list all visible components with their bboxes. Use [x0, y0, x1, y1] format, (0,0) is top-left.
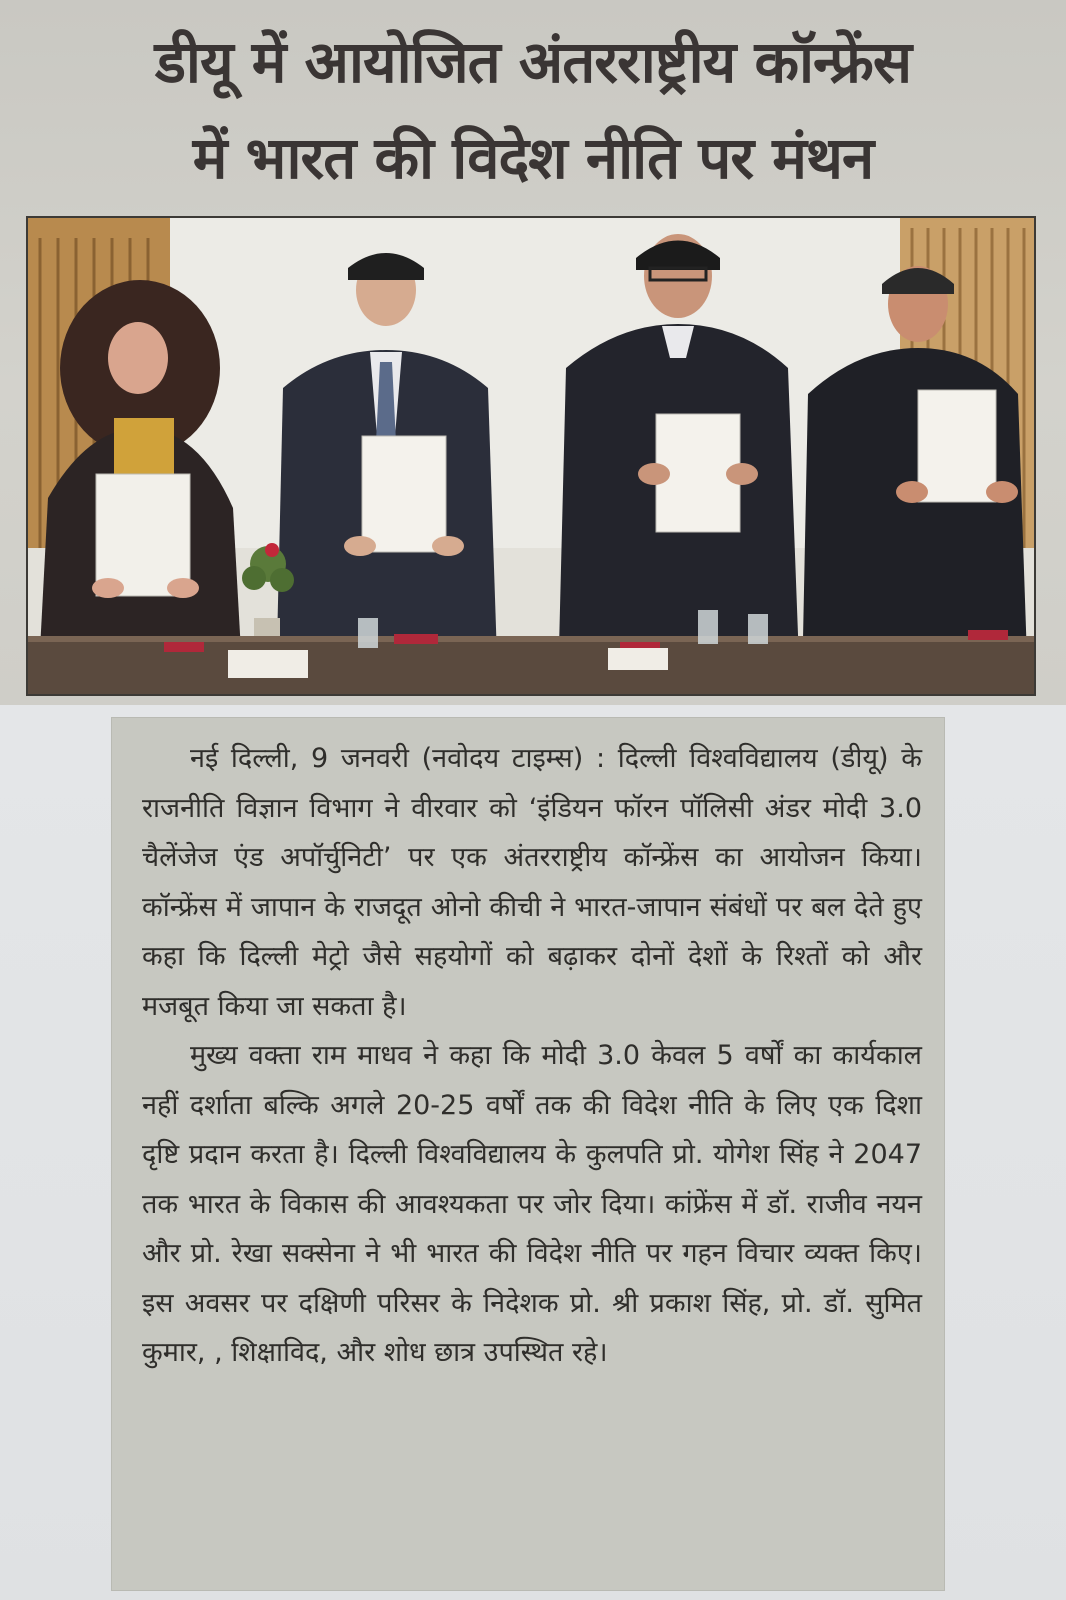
article-paragraph-2: मुख्य वक्ता राम माधव ने कहा कि मोदी 3.0 केवल 5 वर्षों का कार्यकाल नहीं दर्शाता बल्कि अगले 20-25 वर्षों तक की विदेश नीति के लिए एक दिशा दृष्टि प्रदान करता है। दिल्ली विश्वविद्यालय के कुलपति प्रो. योगेश सिंह ने 2047 तक भारत के विकास की आवश्यकता पर जोर दिया। कांफ्रेंस में डॉ. राजीव नयन और प्रो. रेखा सक्सेना ने भी भारत की विदेश नीति पर गहन विचार व्यक्त किए। इस अवसर पर दक्षिणी परिसर के निदेशक प्रो. श्री प्रकाश सिंह, प्रो. डॉ. सुमित कुमार, , शिक्षाविद, और शोध छात्र उपस्थित रहे। — [142, 1040, 922, 1368]
news-photo — [26, 216, 1036, 696]
article-body — [142, 734, 922, 1378]
article-column — [112, 718, 944, 1590]
article-paragraph-1: नई दिल्ली, 9 जनवरी (नवोदय टाइम्स) : दिल्ली विश्वविद्यालय (डीयू) के राजनीति विज्ञान विभाग ने वीरवार को ‘इंडियन फॉरन पॉलिसी अंडर मोदी 3.0 चैलेंजेज एंड अपॉर्चुनिटी’ पर एक अंतरराष्ट्रीय कॉन्फ्रेंस का आयोजन किया। कॉन्फ्रेंस में जापान के राजदूत ओनो कीची ने भारत-जापान संबंधों पर बल देते हुए कहा कि दिल्ली मेट्रो जैसे सहयोगों को बढ़ाकर दोनों देशों के रिश्तों को और मजबूत किया जा सकता है। — [142, 743, 922, 1022]
headline — [0, 14, 1066, 206]
headline-line-2: में भारत की विदेश नीति पर मंथन — [192, 124, 874, 192]
headline-line-1: डीयू में आयोजित अंतरराष्ट्रीय कॉन्फ्रेंस — [154, 28, 912, 96]
person-1 — [38, 280, 243, 688]
